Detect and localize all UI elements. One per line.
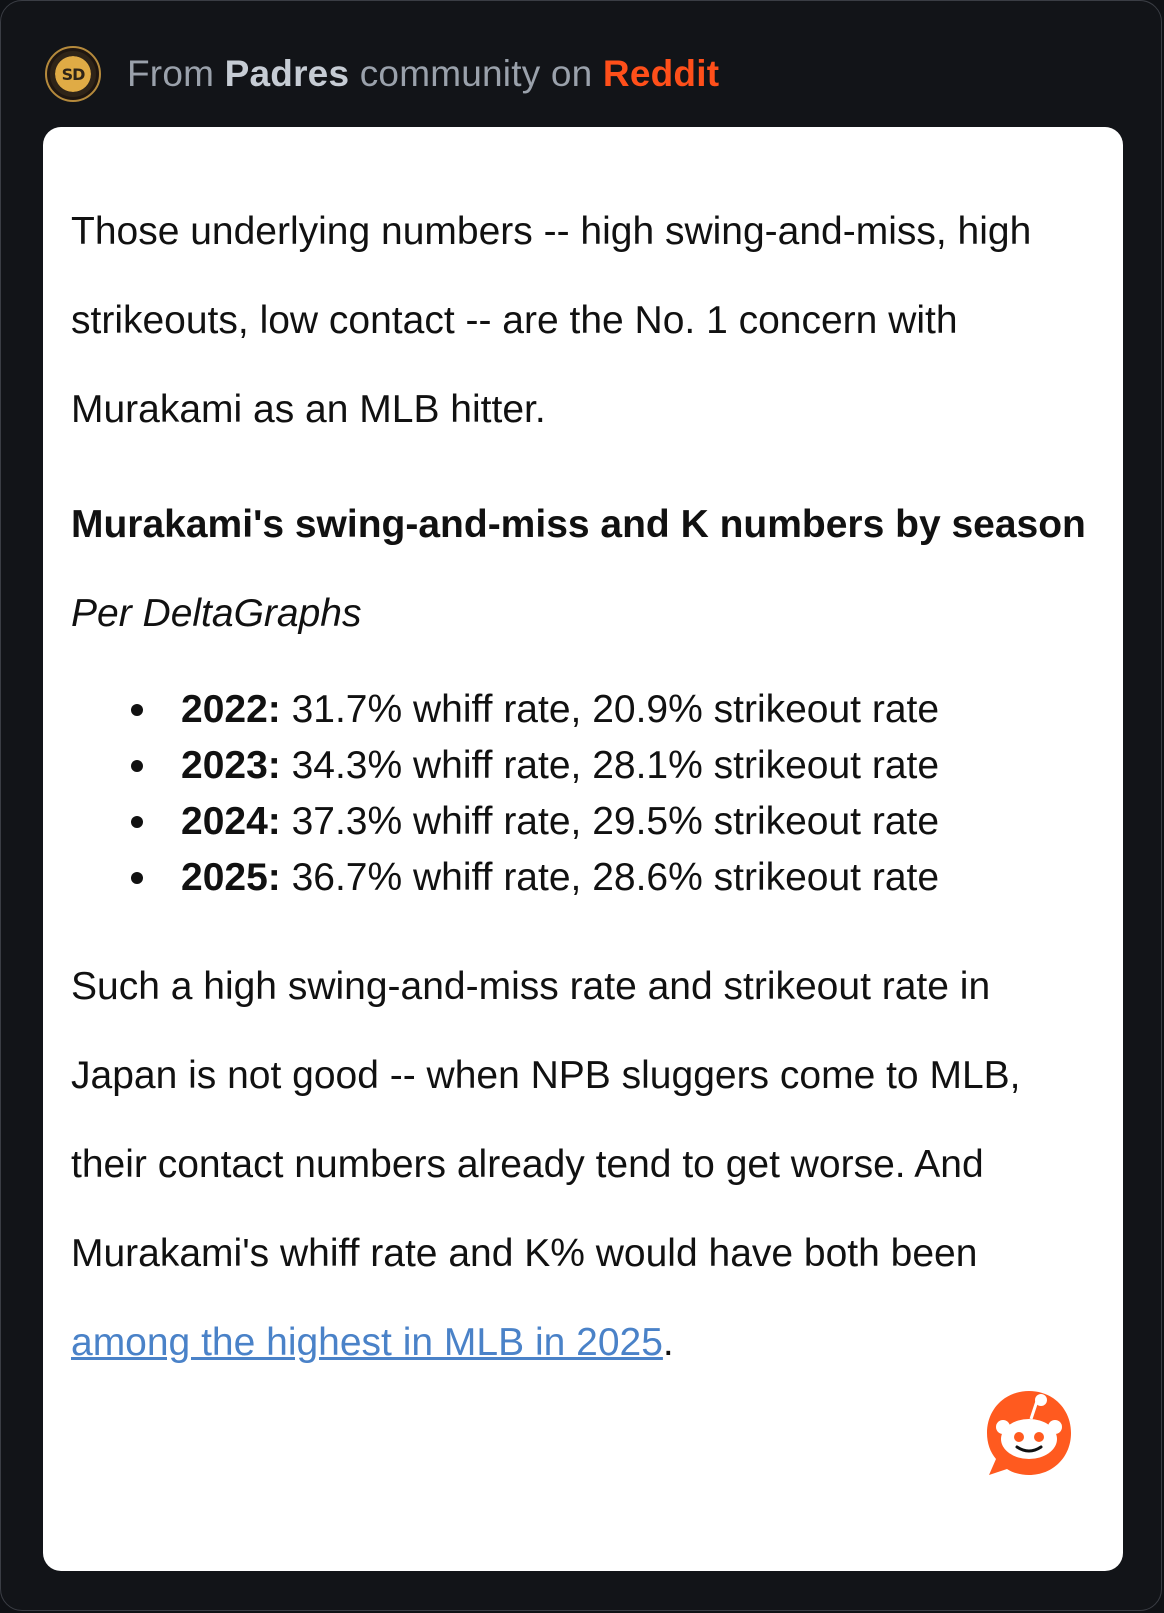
stat-text: 31.7% whiff rate, 20.9% strikeout rate xyxy=(280,688,940,731)
padres-logo-icon[interactable] xyxy=(45,46,101,102)
stat-year: 2022: xyxy=(181,688,281,731)
source-prefix: From xyxy=(127,53,215,94)
stat-text: 34.3% whiff rate, 28.1% strikeout rate xyxy=(280,744,940,787)
bullet-icon xyxy=(131,816,143,828)
snoo-ear-left xyxy=(996,1420,1010,1434)
snoo-eye-right xyxy=(1034,1432,1044,1442)
stats-list xyxy=(71,682,1101,906)
post-content xyxy=(71,187,1101,1387)
source-middle: community on xyxy=(359,53,593,94)
bullet-icon xyxy=(131,704,143,716)
snoo-eye-left xyxy=(1014,1432,1024,1442)
logo-ring xyxy=(50,51,96,97)
stat-year: 2023: xyxy=(181,744,281,787)
post-header xyxy=(45,45,719,103)
post-card xyxy=(43,127,1123,1571)
closing-end: . xyxy=(662,1321,674,1364)
snoo-antenna-tip xyxy=(1035,1394,1047,1406)
source-line xyxy=(127,53,719,95)
list-item xyxy=(131,738,1101,794)
intro-paragraph: Those underlying numbers -- high swing-and-miss, high strikeouts, low contact -- are the No. 1 concern with Murakami as an MLB hitter. xyxy=(71,210,1032,431)
list-item xyxy=(131,794,1101,850)
stat-text: 36.7% whiff rate, 28.6% strikeout rate xyxy=(280,856,940,899)
reddit-snoo-icon[interactable] xyxy=(981,1385,1077,1481)
closing-paragraph xyxy=(71,942,1101,1387)
mlb-leaders-link[interactable]: among the highest in MLB in 2025 xyxy=(71,1321,663,1364)
source-note: Per DeltaGraphs xyxy=(71,592,362,635)
logo-monogram: SD xyxy=(55,56,91,92)
bullet-icon xyxy=(131,872,143,884)
bullet-icon xyxy=(131,760,143,772)
list-item xyxy=(131,682,1101,738)
stat-year: 2025: xyxy=(181,856,281,899)
stat-text: 37.3% whiff rate, 29.5% strikeout rate xyxy=(280,800,940,843)
snoo-ear-right xyxy=(1048,1420,1062,1434)
list-item xyxy=(131,850,1101,906)
closing-text: Such a high swing-and-miss rate and strikeout rate in Japan is not good -- when NPB sluggers come to MLB, their contact numbers already tend to get worse. And Murakami's whiff rate and K% would have both been xyxy=(71,965,1021,1275)
stats-heading: Murakami's swing-and-miss and K numbers by season xyxy=(71,503,1086,546)
community-link[interactable]: Padres xyxy=(224,53,350,94)
reddit-link[interactable]: Reddit xyxy=(602,53,720,94)
stat-year: 2024: xyxy=(181,800,281,843)
